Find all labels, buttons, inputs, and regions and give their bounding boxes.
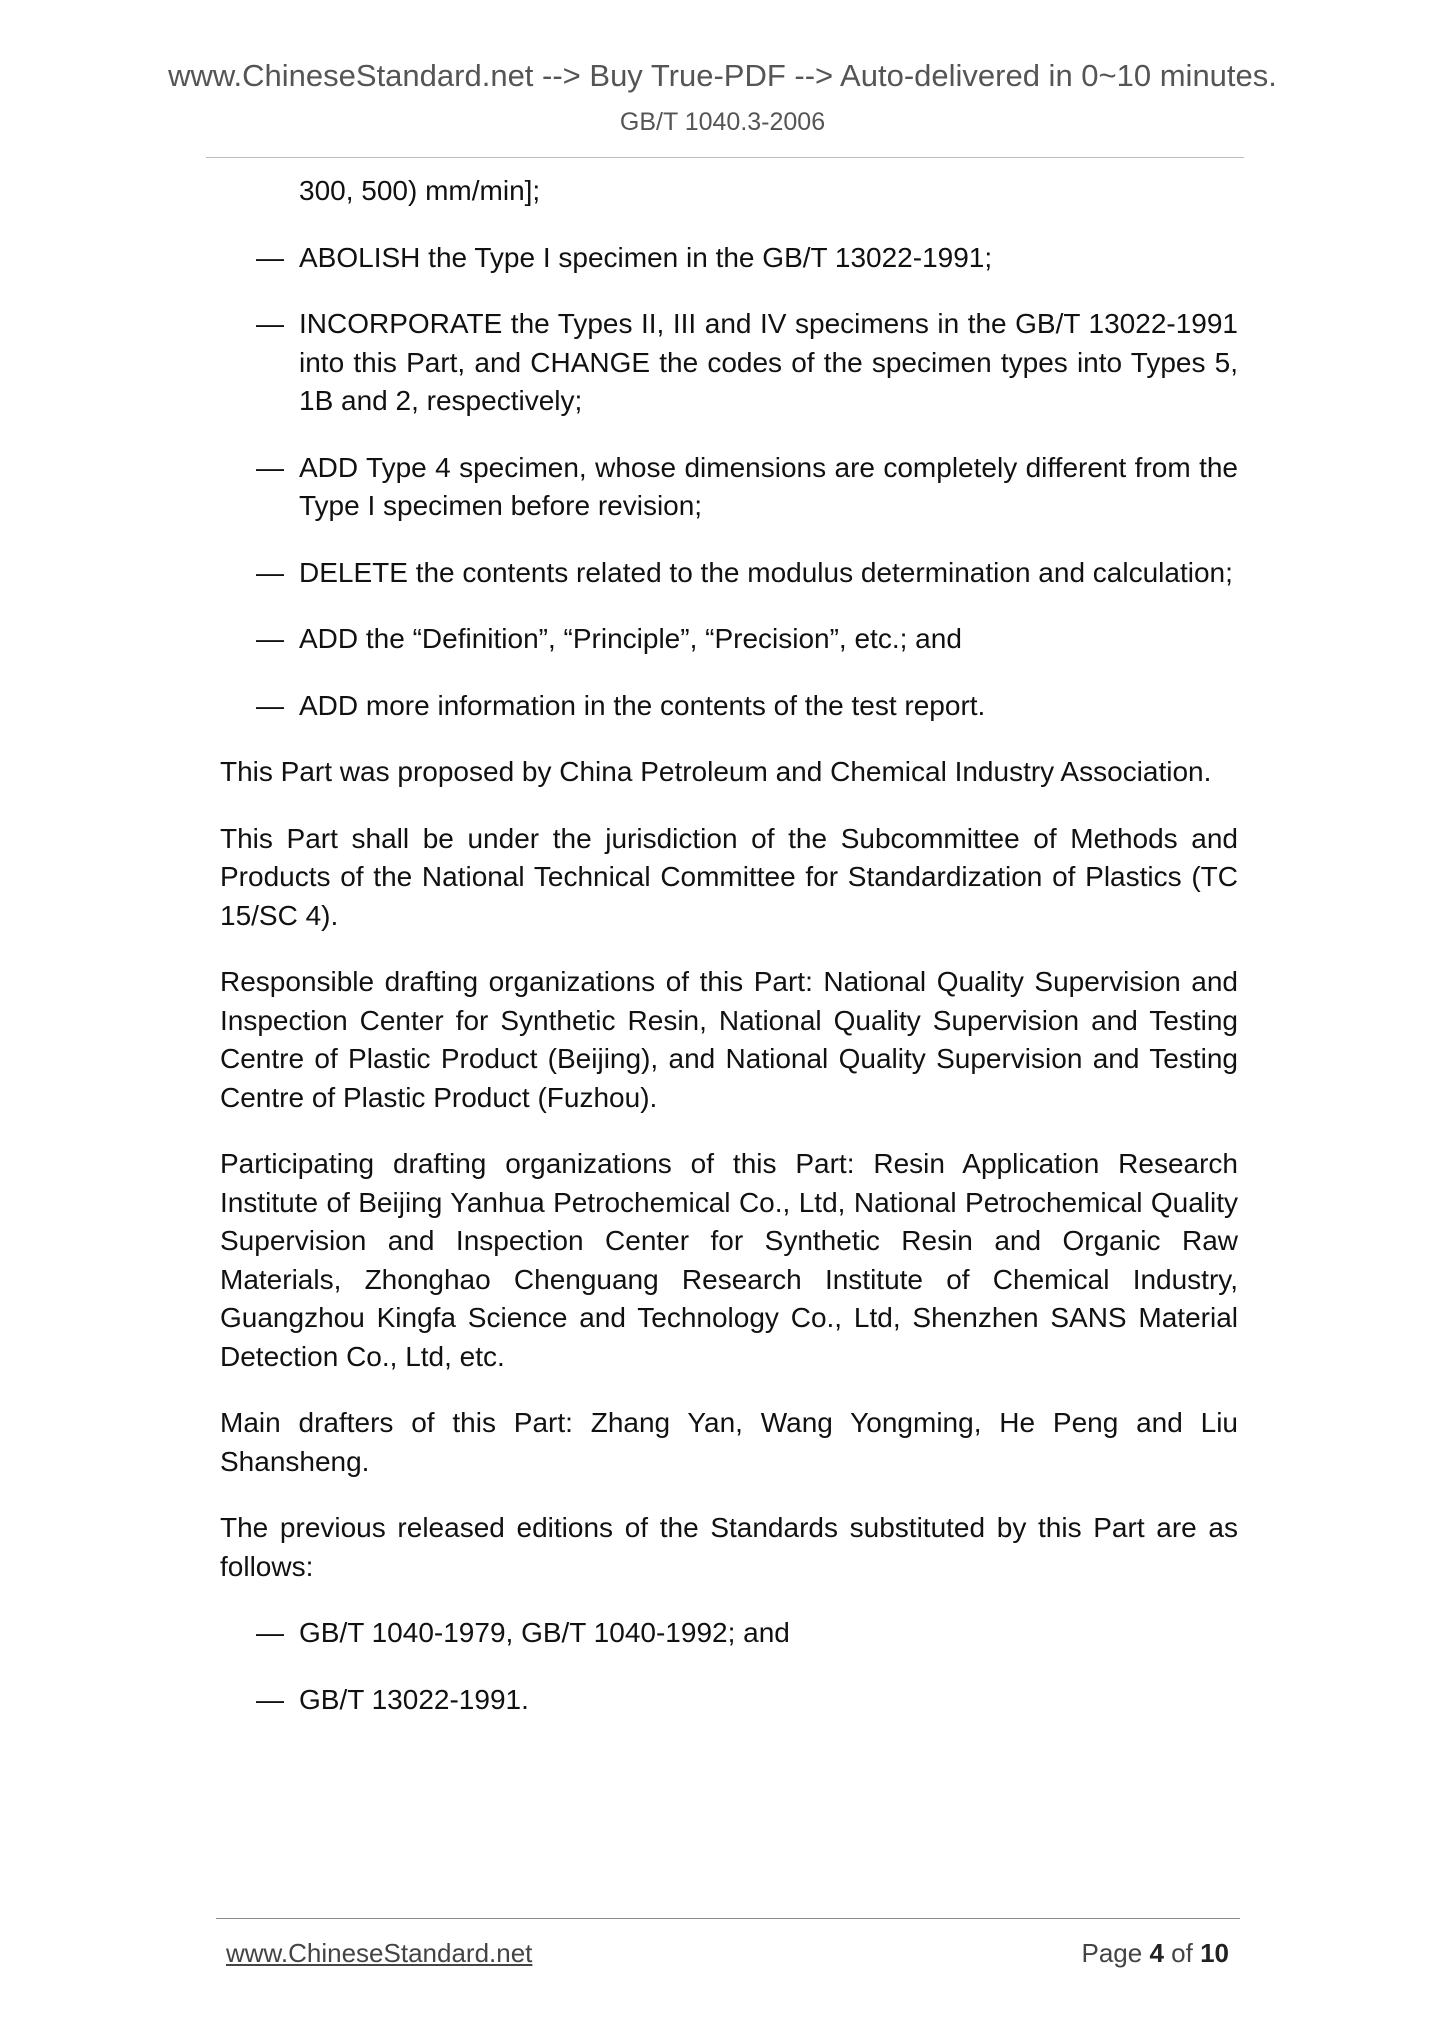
list-item-text: GB/T 1040-1979, GB/T 1040-1992; and — [299, 1617, 790, 1648]
previous-editions-paragraph: The previous released editions of the Standards substituted by this Part are as follows: — [220, 1512, 1238, 1582]
continuation-line: 300, 500) mm/min]; — [299, 175, 541, 206]
page-label: Page — [1081, 1938, 1143, 1968]
list-item-text: INCORPORATE the Types II, III and IV specimens in the GB/T 13022-1991 into this Part, and CHANGE the codes of the specimen types into Types 5, 1B and 2, respectively; — [299, 308, 1238, 416]
proposal-paragraph: This Part was proposed by China Petroleum and Chemical Industry Association. — [220, 756, 1212, 787]
list-item — [220, 554, 1238, 593]
list-item-text: ADD Type 4 specimen, whose dimensions are completely different from the Type I specimen before revision; — [299, 451, 1238, 521]
list-item-text: GB/T 13022-1991. — [299, 1683, 529, 1715]
list-item-text: ABOLISH the Type I specimen in the GB/T 13022-1991; — [299, 241, 993, 273]
page-indicator — [1081, 1938, 1229, 1969]
list-item — [220, 687, 1238, 726]
current-page-number: 4 — [1149, 1938, 1164, 1968]
dash-bullet: — — [256, 623, 284, 654]
dash-bullet: — — [256, 1617, 284, 1648]
document-id: GB/T 1040.3-2006 — [619, 108, 826, 136]
total-pages-number: 10 — [1200, 1938, 1229, 1968]
list-item — [220, 305, 1238, 421]
jurisdiction-paragraph: This Part shall be under the jurisdiction of the Subcommittee of Methods and Products of the National Technical Committee for Standardization of Plastics (TC 15/SC 4). — [220, 822, 1238, 931]
drafters-paragraph: Main drafters of this Part: Zhang Yan, Wang Yongming, He Peng and Liu Shansheng. — [220, 1407, 1238, 1477]
document-body — [220, 172, 1238, 1747]
dash-bullet: — — [256, 241, 284, 273]
list-item — [220, 1681, 1238, 1720]
dash-bullet: — — [256, 689, 284, 721]
footer-divider — [216, 1918, 1240, 1919]
participating-organizations-paragraph: Participating drafting organizations of this Part: Resin Application Research Institute of Beijing Yanhua Petrochemical Co., Ltd, National Petrochemical Quality Supervision and Inspection Center for Synthetic Resin and Organic Raw Materials, Zhonghao Chenguang Research Institute of Chemical Industry, Guangzhou Kingfa Science and Technology Co., Ltd, Shenzhen SANS Material Detection Co., Ltd, etc. — [220, 1148, 1238, 1372]
header-divider — [206, 157, 1244, 158]
list-item-text: ADD the “Definition”, “Principle”, “Precision”, etc.; and — [299, 623, 962, 654]
list-item-text: ADD more information in the contents of the test report. — [299, 689, 986, 721]
dash-bullet: — — [256, 308, 284, 339]
list-item — [220, 449, 1238, 526]
list-item — [220, 620, 1238, 659]
header-banner: www.ChineseStandard.net --> Buy True-PDF --> Auto-delivered in 0~10 minutes. — [168, 58, 1277, 93]
dash-bullet: — — [256, 556, 284, 588]
list-item-text: DELETE the contents related to the modulus determination and calculation; — [299, 556, 1233, 588]
list-item — [220, 1614, 1238, 1653]
responsible-organizations-paragraph: Responsible drafting organizations of this Part: National Quality Supervision and Inspection Center for Synthetic Resin, National Quality Supervision and Testing Centre of Plastic Product (Beijing), and National Quality Supervision and Testing Centre of Plastic Product (Fuzhou). — [220, 966, 1238, 1113]
footer-website-link[interactable]: www.ChineseStandard.net — [226, 1938, 533, 1968]
list-item — [220, 239, 1238, 278]
dash-bullet: — — [256, 1683, 284, 1715]
dash-bullet: — — [256, 451, 284, 483]
page-of-label: of — [1171, 1938, 1193, 1968]
